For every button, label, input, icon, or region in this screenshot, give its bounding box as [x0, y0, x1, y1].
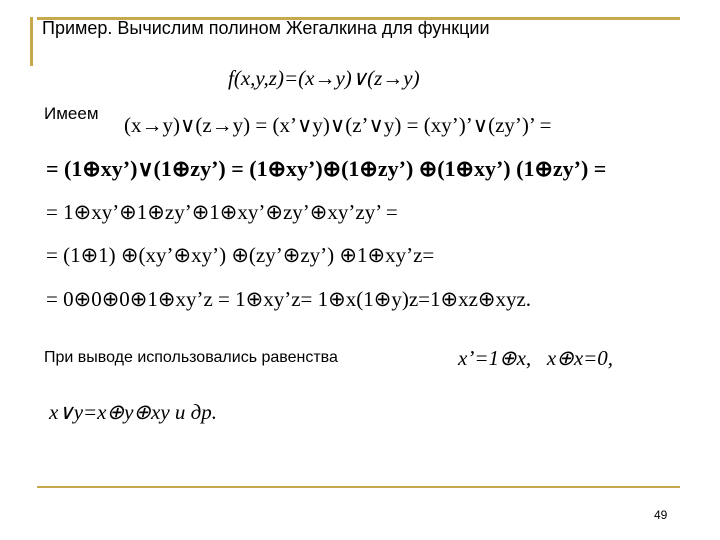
derivation-line-3: = 1⊕xy’⊕1⊕zy’⊕1⊕xy’⊕zy’⊕xy’zy’ =	[46, 200, 398, 224]
have-label: Имеем	[44, 104, 99, 123]
bottom-rule	[37, 486, 680, 488]
derivation-line-2: = (1⊕xy’)∨(1⊕zy’) = (1⊕xy’)⊕(1⊕zy’) ⊕(1⊕xy’) (1⊕zy’) =	[46, 156, 607, 181]
identity-formula: x∨y=x⊕y⊕xy и др.	[49, 400, 218, 424]
note-text: При выводе использовались равенства	[44, 349, 338, 366]
left-rule	[30, 17, 33, 66]
function-definition: f(x,y,z)=(x→y)∨(z→y)	[228, 66, 420, 90]
derivation-line-4: = (1⊕1) ⊕(xy’⊕xy’) ⊕(zy’⊕zy’) ⊕1⊕xy’z=	[46, 243, 435, 267]
slide-title: Пример. Вычислим полином Жегалкина для функции	[42, 18, 490, 38]
derivation-line-5: = 0⊕0⊕0⊕1⊕xy’z = 1⊕xy’z= 1⊕x(1⊕y)z=1⊕xz⊕xyz.	[46, 287, 532, 311]
note-formula: x’=1⊕x, x⊕x=0,	[458, 346, 614, 370]
page-number: 49	[654, 508, 668, 522]
derivation-line-1: (x→y)∨(z→y) = (x’∨y)∨(z’∨y) = (xy’)’∨(zy’)’ =	[124, 113, 552, 137]
